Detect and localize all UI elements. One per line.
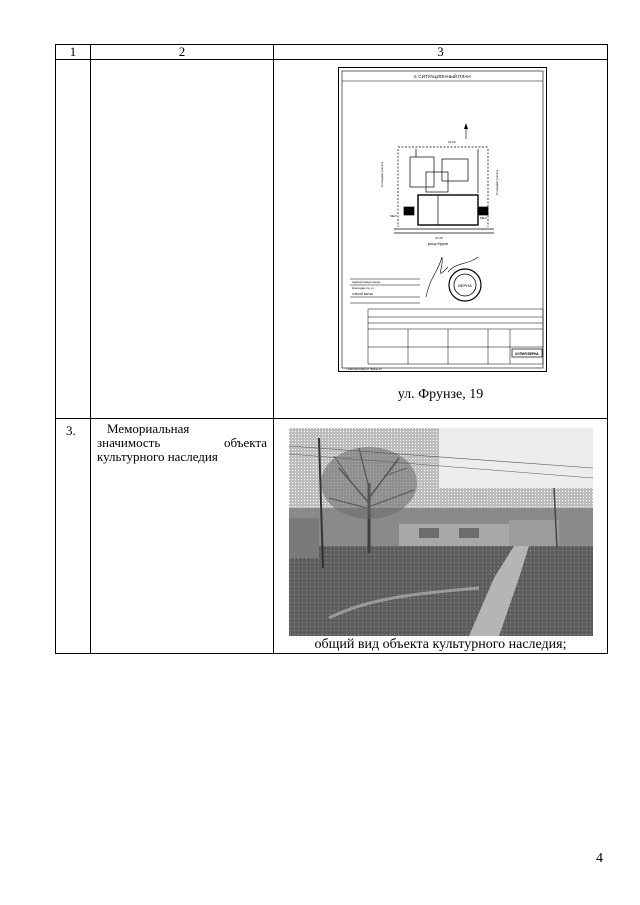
svg-text:ХОБНОЙ ВЕРНЫ: ХОБНОЙ ВЕРНЫ: [352, 293, 374, 296]
plan-title: 4. СИТУАЦИОННЫЙ ПЛАН: [413, 74, 471, 79]
table-row-memorial: [56, 419, 608, 654]
stamp-copy-verified: КОПИЯ ВЕРНА: [515, 352, 539, 356]
header-col-2: 2: [91, 45, 274, 60]
plan-caption: ул. Фрунзе, 19: [397, 387, 484, 402]
svg-text:МЕЛ: МЕЛ: [390, 214, 397, 218]
memorial-line-3: культурного наследия: [97, 449, 218, 464]
situational-plan-image: [338, 67, 547, 372]
svg-text:Соседний участок: Соседний участок: [495, 169, 499, 195]
plan-street-label: улица Фрунзе: [427, 242, 449, 246]
svg-text:22.90: 22.90: [448, 140, 456, 144]
svg-text:Соседний участок: Соседний участок: [380, 161, 384, 187]
memorial-word-object: объекта: [223, 435, 267, 450]
row2-description-cell: [91, 419, 274, 654]
row1-description-cell: [91, 60, 274, 419]
svg-text:Краснодар гор. ул.: Краснодар гор. ул.: [352, 287, 375, 290]
table-row-plan: [56, 60, 608, 419]
svg-text:МЕЛ: МЕЛ: [480, 216, 487, 220]
memorial-significance-text: [91, 419, 273, 464]
heritage-object-photo: [289, 428, 593, 636]
stamp-text: ВЕРНА: [458, 283, 472, 288]
row-number: 3.: [66, 423, 76, 438]
photo-caption: общий вид объекта культурного наследия;: [314, 637, 567, 652]
svg-text:41.35: 41.35: [435, 236, 443, 240]
main-table: [55, 44, 608, 654]
row1-image-cell: [274, 60, 608, 419]
header-col-1: 1: [56, 45, 91, 60]
memorial-word-significance: значимость: [97, 435, 161, 450]
page-number: 4: [596, 851, 603, 866]
memorial-line-1: Мемориальная: [107, 421, 190, 436]
header-col-3: 3: [274, 45, 608, 60]
row1-number-cell: [56, 60, 91, 419]
memorial-line-2: [97, 436, 267, 450]
row2-number-cell: [56, 419, 91, 654]
row2-image-cell: [274, 419, 608, 654]
plan-footer: 1 Ряженов Ізнаме ул. Фрунзе 19: [346, 368, 382, 371]
svg-text:Администрация города: Администрация города: [352, 281, 380, 284]
header-row: [56, 45, 608, 60]
